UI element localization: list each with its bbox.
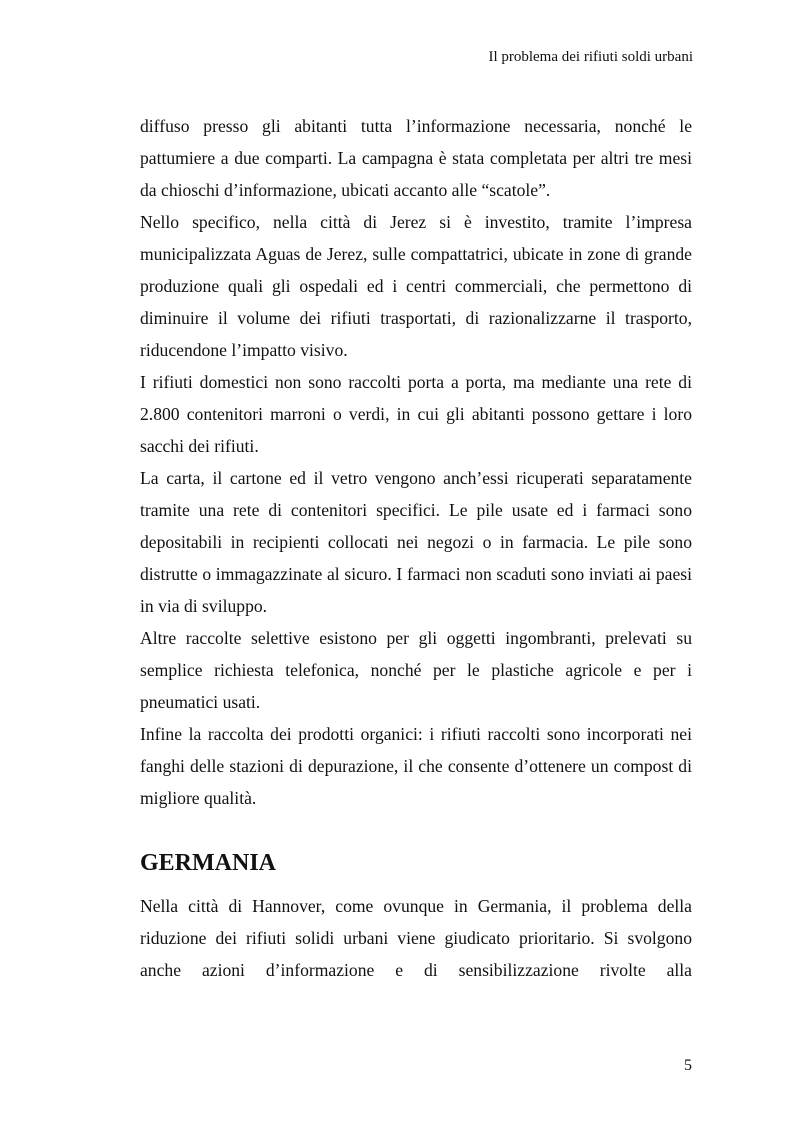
paragraph: diffuso presso gli abitanti tutta l’informazione necessaria, nonché le pattumiere a due comparti. La campagna è stata completata per altri tre mesi da chioschi d’informazione, ubicati accanto alle “scatole”. — [140, 116, 692, 200]
paragraph: Altre raccolte selettive esistono per gli oggetti ingombranti, prelevati su semplice richiesta telefonica, nonché per le plastiche agricole e per i pneumatici usati. — [140, 628, 692, 712]
paragraph: Infine la raccolta dei prodotti organici: i rifiuti raccolti sono incorporati nei fanghi delle stazioni di depurazione, il che consente d’ottenere un compost di migliore qualità. — [140, 724, 692, 808]
section-heading: GERMANIA — [140, 850, 276, 876]
paragraph: Nella città di Hannover, come ovunque in Germania, il problema della riduzione dei rifiuti solidi urbani viene giudicato prioritario. Si svolgono anche azioni d’informazione e di sensibilizzazione rivolte alla — [140, 896, 692, 980]
paragraph: La carta, il cartone ed il vetro vengono anch’essi ricuperati separatamente tramite una rete di contenitori specifici. Le pile usate ed i farmaci sono depositabili in recipienti collocati nei negozi o in farmacia. Le pile sono distrutte o immagazzinate al sicuro. I farmaci non scaduti sono inviati ai paesi in via di sviluppo. — [140, 468, 692, 616]
paragraph: Nello specifico, nella città di Jerez si è investito, tramite l’impresa municipalizzata Aguas de Jerez, sulle compattatrici, ubicate in zone di grande produzione quali gli ospedali ed i centri commerciali, che permettono di diminuire il volume dei rifiuti trasportati, di razionalizzarne il trasporto, riducendone l’impatto visivo. — [140, 212, 692, 360]
page-number: 5 — [684, 1057, 692, 1074]
paragraph: I rifiuti domestici non sono raccolti porta a porta, ma mediante una rete di 2.800 contenitori marroni o verdi, in cui gli abitanti possono gettare i loro sacchi dei rifiuti. — [140, 372, 692, 456]
body-text — [140, 110, 692, 986]
running-header: Il problema dei rifiuti soldi urbani — [488, 49, 693, 65]
